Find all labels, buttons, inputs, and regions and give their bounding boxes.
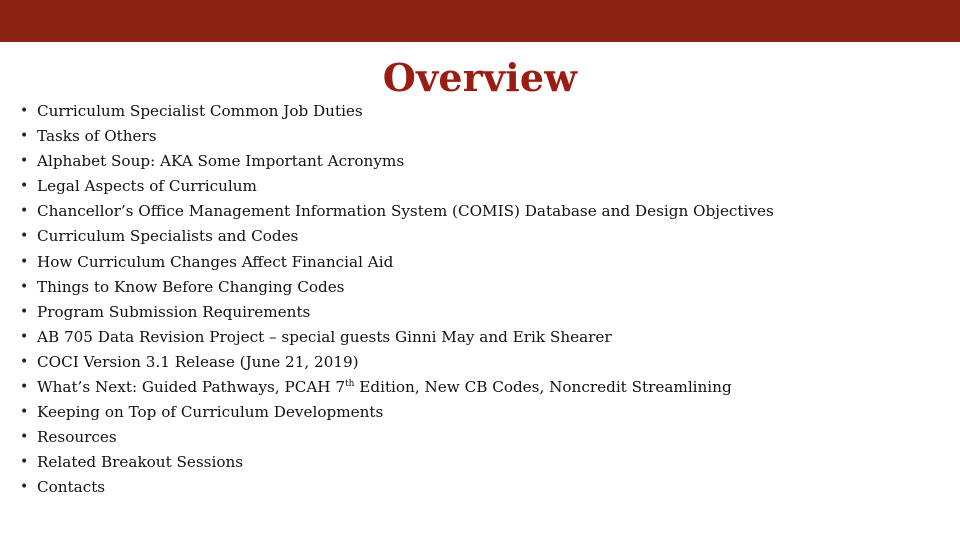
list-item-text: AB 705 Data Revision Project – special guests Ginni May and Erik Shearer: [37, 327, 612, 346]
list-item: [20, 325, 774, 350]
bullet-icon: •: [20, 429, 29, 446]
list-item: [20, 475, 774, 500]
bullet-icon: •: [20, 328, 29, 345]
list-item-text: Alphabet Soup: AKA Some Important Acronyms: [37, 152, 405, 171]
list-item-text: Tasks of Others: [37, 127, 157, 146]
bullet-icon: •: [20, 278, 29, 295]
bullet-icon: •: [20, 303, 29, 320]
bullet-icon: •: [20, 153, 29, 170]
list-item: [20, 450, 774, 475]
list-item-text: [37, 378, 732, 396]
list-item-text: Contacts: [37, 478, 106, 497]
list-item: [20, 199, 774, 224]
bullet-icon: •: [20, 479, 29, 496]
list-item: [20, 400, 774, 425]
list-item-text: Curriculum Specialist Common Job Duties: [37, 102, 363, 120]
list-item: [20, 124, 774, 149]
list-item-text: Things to Know Before Changing Codes: [37, 277, 345, 296]
list-item-text: Curriculum Specialists and Codes: [37, 227, 299, 246]
bullet-icon: •: [20, 253, 29, 270]
list-item-text: Program Submission Requirements: [37, 302, 311, 321]
bullet-icon: •: [20, 203, 29, 220]
list-item-text-end: Edition, New CB Codes, Noncredit Streamlining: [354, 378, 732, 397]
list-item-text: Related Breakout Sessions: [37, 453, 244, 472]
ordinal-suffix: th: [345, 379, 355, 390]
bullet-icon: •: [20, 128, 29, 145]
list-item: [20, 250, 774, 275]
list-item: [20, 275, 774, 300]
header-band: [0, 0, 960, 42]
list-item: [20, 300, 774, 325]
bullet-icon: •: [20, 454, 29, 471]
list-item: [20, 375, 774, 400]
list-item: [20, 99, 774, 124]
list-item: [20, 174, 774, 199]
slide-title: Overview: [382, 55, 578, 100]
overview-list: [20, 99, 774, 501]
list-item: [20, 350, 774, 375]
bullet-icon: •: [20, 404, 29, 421]
list-item-text: How Curriculum Changes Affect Financial Aid: [37, 252, 394, 271]
list-item-text: Keeping on Top of Curriculum Developments: [37, 403, 384, 422]
list-item-text: Resources: [37, 428, 117, 447]
list-item-text: Chancellor’s Office Management Information System (COMIS) Database and Design Objectives: [37, 202, 774, 221]
list-item: [20, 149, 774, 174]
bullet-icon: •: [20, 379, 29, 396]
bullet-icon: •: [20, 228, 29, 245]
list-item-text-start: What’s Next: Guided Pathways, PCAH 7: [37, 378, 346, 397]
list-item-text: COCI Version 3.1 Release (June 21, 2019): [37, 352, 359, 371]
bullet-icon: •: [20, 178, 29, 195]
list-item: [20, 224, 774, 249]
bullet-icon: •: [20, 353, 29, 370]
list-item: [20, 425, 774, 450]
list-item-text: Legal Aspects of Curriculum: [37, 177, 257, 196]
bullet-icon: •: [20, 103, 29, 119]
